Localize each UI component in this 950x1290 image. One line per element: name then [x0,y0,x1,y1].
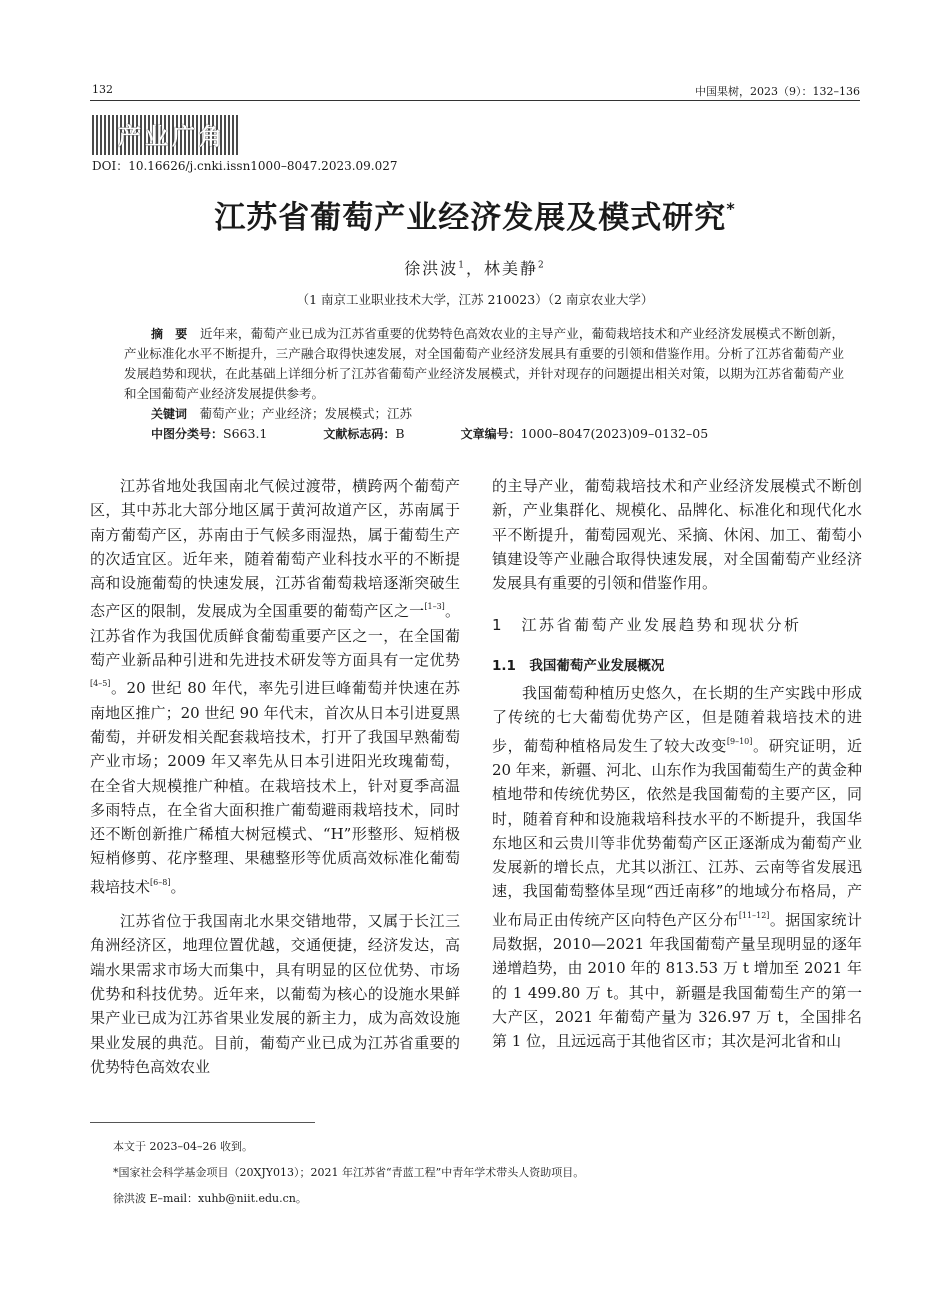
header-rule [90,100,860,101]
document-code [323,424,404,444]
paragraph-text: 。 [170,877,186,896]
footnotes [113,1134,853,1212]
paragraph-text: 我国葡萄种植历史悠久，在长期的生产实践中形成了传统的七大葡萄优势产区，但是随着栽培技术的进步，葡萄种植格局发生了较大改变 [492,684,862,755]
citation: [9–10] [726,736,753,746]
abstract [124,324,844,404]
journal-citation: 中国果树，2023（9）：132–136 [695,85,860,98]
section-heading: 1 江苏省葡萄产业发展趋势和现状分析 [492,616,802,635]
footnote-received: 本文于 2023–04–26 收到。 [113,1140,253,1153]
paragraph [90,474,460,899]
left-column [90,474,460,1079]
keywords-label: 关键词 [151,407,188,421]
column-name: 产业广角 [118,124,226,150]
keywords-text: 葡萄产业；产业经济；发展模式；江苏 [199,406,413,421]
abstract-label: 摘 要 [151,327,188,341]
right-column [492,474,862,1054]
author-affiliation-mark: 2 [538,260,546,271]
paragraph-text: 。江苏省作为我国优质鲜食葡萄重要产区之一，在全国葡萄产业新品种引进和先进技术研发等方面具有一定优势 [90,602,460,670]
clc-value: S663.1 [223,426,268,441]
article-number-label: 文章编号： [460,427,521,441]
keywords [124,404,844,424]
abstract-block [124,324,844,444]
author-name: 林美静 [484,259,539,278]
clc-number [151,424,267,444]
document-code-value: B [395,426,405,441]
article-number [461,424,709,444]
citation: [6–8] [150,877,171,887]
citation: [4–5] [90,679,111,689]
title-footnote-mark: * [726,199,736,218]
footnote-contact: 徐洪波 E–mail：xuhb@niit.edu.cn。 [113,1192,307,1205]
footnote-rule [90,1122,315,1123]
title-text: 江苏省葡萄产业经济发展及模式研究 [214,200,727,236]
author-separator: ， [465,259,484,278]
article-number-value: 1000–8047(2023)09–0132–05 [520,426,709,441]
classification-row [151,424,844,444]
clc-label: 中图分类号： [151,427,224,441]
paragraph: 江苏省位于我国南北水果交错地带，又属于长江三角洲经济区，地理位置优越，交通便捷，经济发达，高端水果需求市场大而集中，具有明显的区位优势、市场优势和科技优势。近年来，以葡萄为核心的设施水果鲜果产业已成为江苏省果业发展的新主力，成为高效设施果业发展的典范。目前，葡萄产业已成为江苏省重要的优势特色高效农业 [90,912,460,1076]
document-code-label: 文献标志码： [323,427,396,441]
paragraph [492,681,862,1053]
paragraph-text: 江苏省地处我国南北气候过渡带，横跨两个葡萄产区，其中苏北大部分地区属于黄河故道产区，苏南属于南方葡萄产区，苏南由于气候多雨湿热，属于葡萄生产的次适宜区。近年来，随着葡萄产业科技水平的不断提高和设施葡萄的快速发展，江苏省葡萄栽培逐渐突破生态产区的限制，发展成为全国重要的葡萄产区之一 [90,477,460,621]
citation: [1–3] [424,602,445,612]
paragraph-text: 。研究证明，近 20 年来，新疆、河北、山东作为我国葡萄生产的黄金种植地带和传统优势区，依然是我国葡萄的主要产区，同时，随着育种和设施栽培科技水平的不断提升，我国华东地区和云贵川等非优势葡萄产区正逐渐成为葡萄产业发展新的增长点，尤其以浙江、江苏、云南等省发展迅速，我国葡萄整体呈现“西迁南移”的地域分布格局，产业布局正由传统产区向特色产区分布 [492,736,862,929]
page-number: 132 [92,83,113,96]
citation: [11–12] [738,910,770,920]
affiliation: （1 南京工业职业技术大学，江苏 210023）（2 南京农业大学） [296,292,654,307]
footnote-funding: *国家社会科学基金项目（20XJY013）；2021 年江苏省“青蓝工程”中青年学术带头人资助项目。 [113,1166,585,1179]
author-affiliation-mark: 1 [458,260,466,271]
paragraph: 的主导产业，葡萄栽培技术和产业经济发展模式不断创新，产业集群化、规模化、品牌化、标准化和现代化水平不断提升，葡萄园观光、采摘、休闲、加工、葡萄小镇建设等产业融合取得快速发展，对全国葡萄产业经济发展具有重要的引领和借鉴作用。 [492,477,862,593]
subsection-heading: 1.1 我国葡萄产业发展概况 [492,657,665,674]
author-list [0,256,950,279]
paper-title [0,192,950,237]
author-name: 徐洪波 [404,259,459,278]
paragraph-text: 。20 世纪 80 年代，率先引进巨峰葡萄并快速在苏南地区推广；20 世纪 90 年代末，首次从日本引进夏黑葡萄，并研发相关配套栽培技术，打开了我国早熟葡萄产业市场；2009 年又率先从日本引进阳光玫瑰葡萄，在全省大规模推广种植。在栽培技术上，针对夏季高温多雨特点，在全省大面积推广葡萄避雨栽培技术，同时还不断创新推广稀植大树冠模式、“H”形整形、短梢极短梢修剪、花序整理、果穗整形等优质高效标准化葡萄栽培技术 [90,679,460,896]
paragraph-text: 。据国家统计局数据，2010—2021 年我国葡萄产量呈现明显的逐年递增趋势，由 2010 年的 813.53 万 t 增加至 2021 年的 1 499.80 万 t。其中，新疆是我国葡萄生产的第一大产区，2021 年葡萄产量为 326.97 万 t，全国排名第 1 位，且远远高于其他省区市；其次是河北省和山 [492,910,862,1051]
abstract-text: 近年来，葡萄产业已成为江苏省重要的优势特色高效农业的主导产业，葡萄栽培技术和产业经济发展模式不断创新，产业标准化水平不断提升，三产融合取得快速发展，对全国葡萄产业经济发展具有重要的引领和借鉴作用。分析了江苏省葡萄产业发展趋势和现状，在此基础上详细分析了江苏省葡萄产业经济发展模式，并针对现存的问题提出相关对策，以期为江苏省葡萄产业和全国葡萄产业经济发展提供参考。 [124,326,844,401]
doi: DOI：10.16626/j.cnki.issn1000–8047.2023.09.027 [92,159,398,173]
